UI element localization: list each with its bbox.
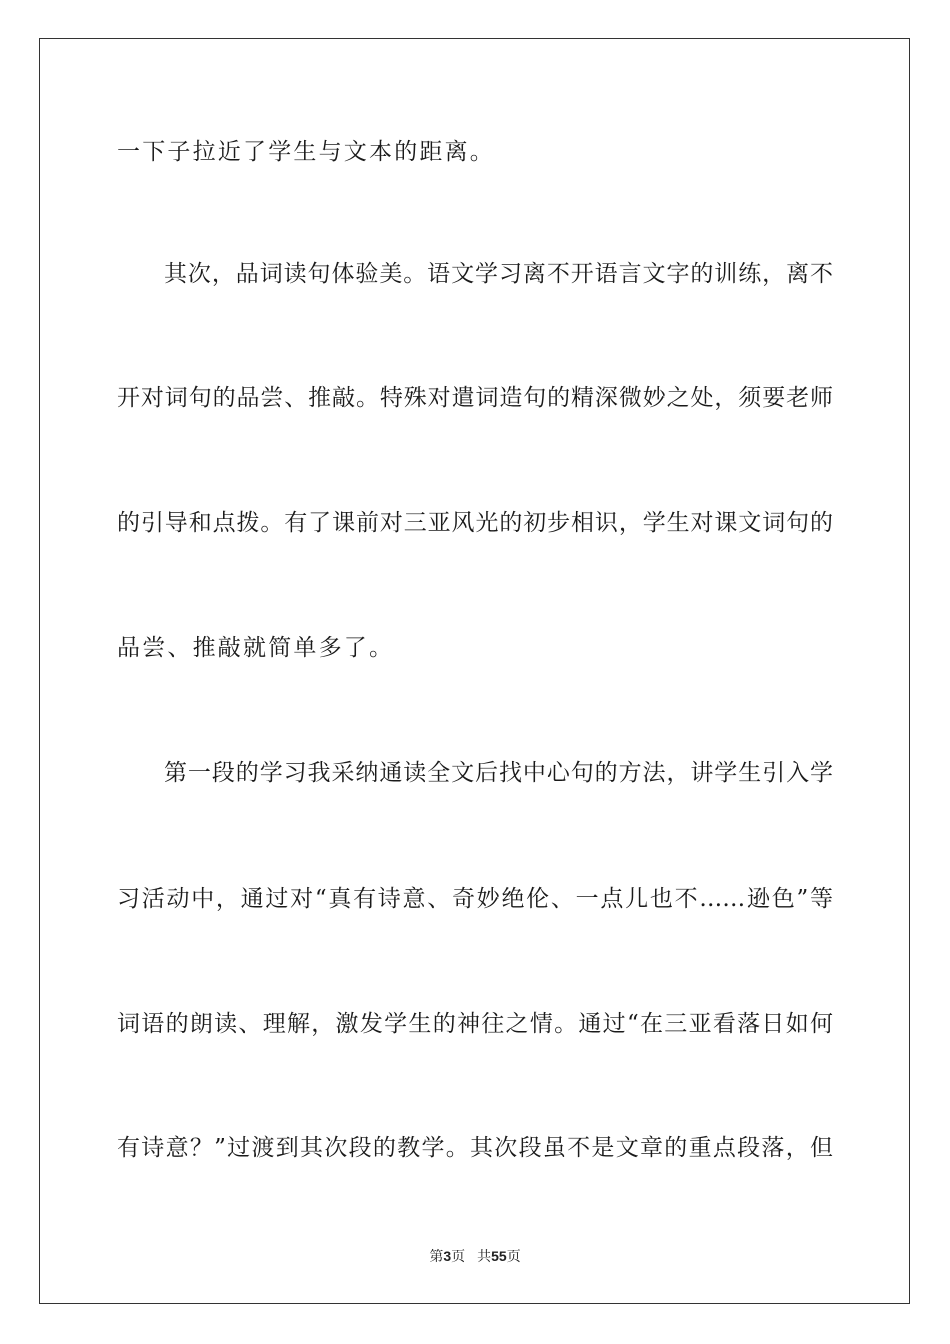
total-suffix: 页 (506, 1249, 521, 1265)
page-footer (0, 1247, 950, 1266)
page-prefix: 第 (429, 1249, 444, 1265)
paragraph-line-8: 词语的朗读、理解，激发学生的神往之情。通过“在三亚看落日如何 (117, 1011, 833, 1037)
paragraph-line-1: 一下子拉近了学生与文本的距离。 (117, 139, 495, 165)
page-number: 3 (443, 1248, 452, 1264)
paragraph-line-5: 品尝、推敲就简单多了。 (117, 635, 395, 661)
paragraph-line-4: 的引导和点拨。有了课前对三亚风光的初步相识，学生对课文词句的 (117, 510, 833, 536)
total-pages: 55 (491, 1248, 507, 1264)
total-prefix: 共 (477, 1249, 492, 1265)
page-border (39, 38, 910, 1304)
paragraph-line-3: 开对词句的品尝、推敲。特殊对遣词造句的精深微妙之处，须要老师 (117, 385, 833, 411)
page-suffix: 页 (451, 1249, 466, 1265)
paragraph-line-7: 习活动中，通过对“真有诗意、奇妙绝伦、一点儿也不……逊色”等 (117, 886, 833, 912)
paragraph-line-2: 其次，品词读句体验美。语文学习离不开语言文字的训练，离不 (164, 261, 833, 287)
paragraph-line-9: 有诗意？”过渡到其次段的教学。其次段虽不是文章的重点段落，但 (117, 1135, 833, 1161)
paragraph-line-6: 第一段的学习我采纳通读全文后找中心句的方法，讲学生引入学 (164, 760, 833, 786)
